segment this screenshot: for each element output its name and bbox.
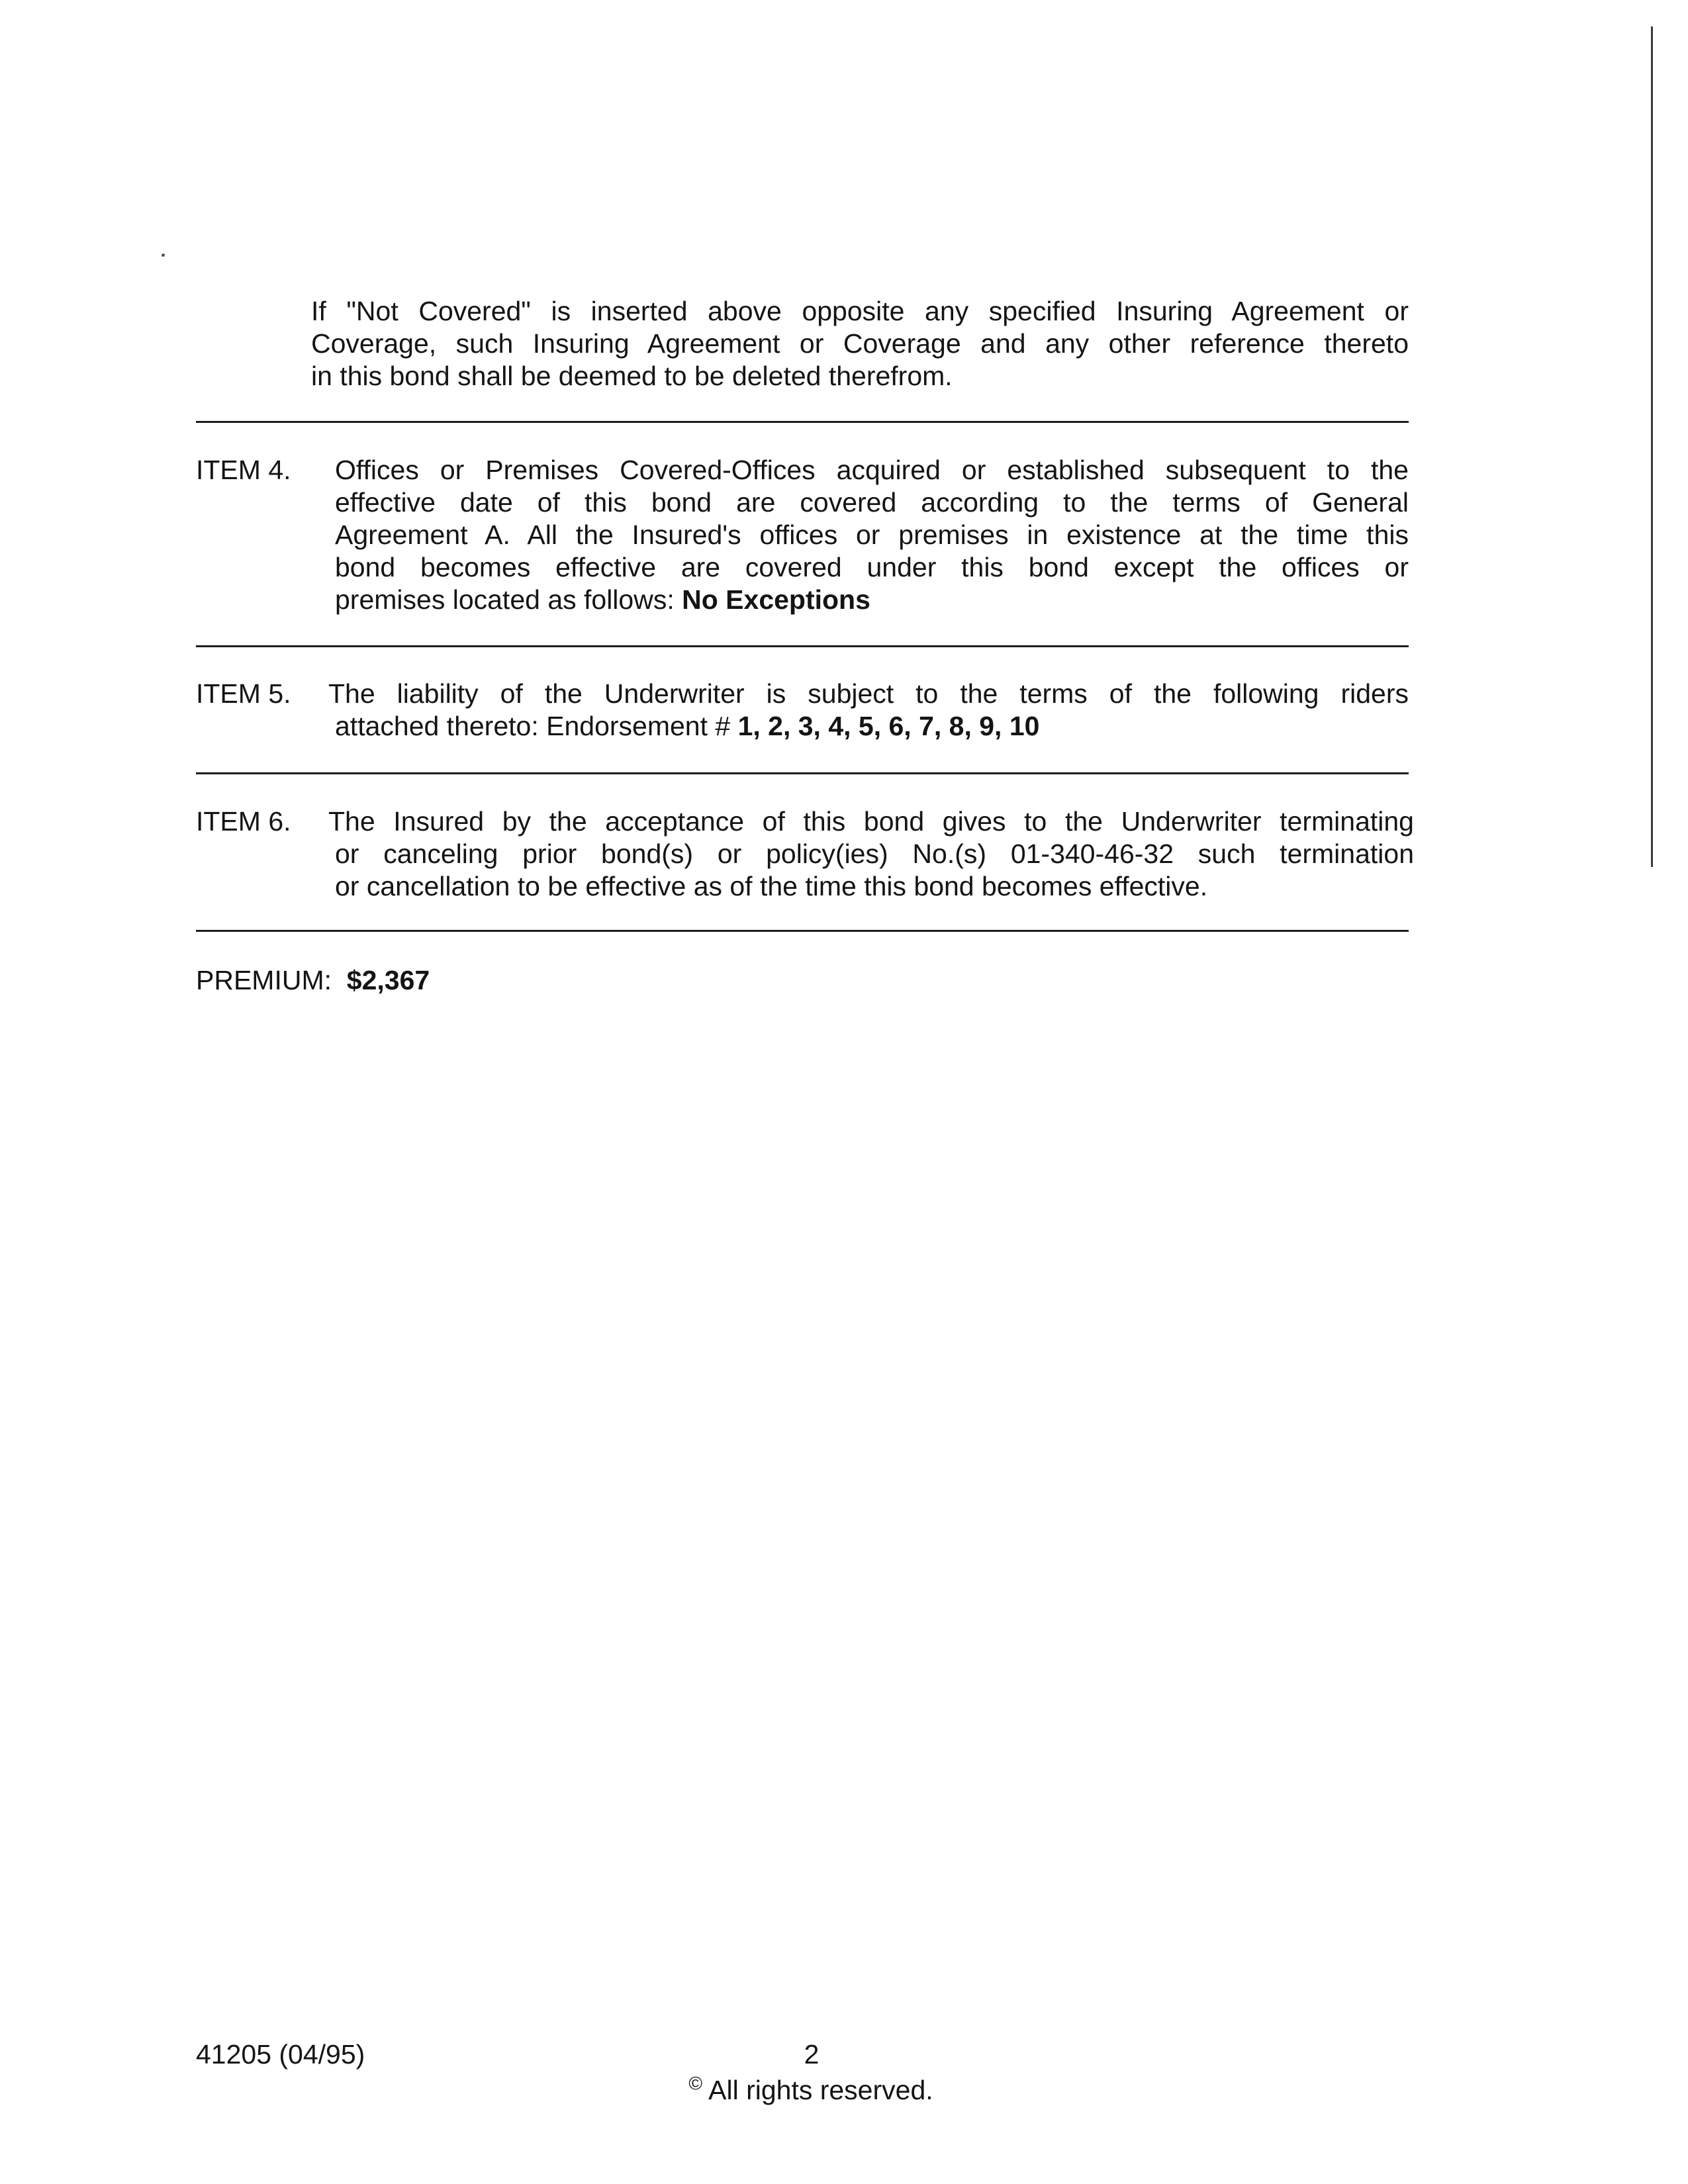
item-4-exceptions: No Exceptions: [682, 584, 870, 615]
intro-line: Coverage, such Insuring Agreement or Coverage and any other reference thereto: [311, 328, 1409, 359]
item-6-line: The Insured by the acceptance of this bond gives to the Underwriter terminating: [328, 806, 1414, 837]
form-number: 41205 (04/95): [196, 2039, 365, 2070]
item-4-line: bond becomes effective are covered under this bond except the offices or: [335, 552, 1409, 582]
item-4-label: ITEM 4.: [196, 455, 291, 485]
section-divider: [196, 421, 1409, 423]
rights-text: All rights reserved.: [708, 2075, 933, 2105]
scan-edge-line: [1651, 26, 1653, 867]
section-divider: [196, 930, 1409, 932]
page-number: 2: [804, 2039, 820, 2070]
premium-label: PREMIUM:: [196, 965, 332, 995]
item-6-text: [328, 805, 1414, 903]
section-divider: [196, 772, 1409, 774]
premium-amount: $2,367: [346, 965, 430, 995]
copyright-icon: ©: [688, 2073, 702, 2094]
scan-speck: [162, 253, 165, 257]
item-4-text: [335, 454, 1409, 616]
intro-line: If "Not Covered" is inserted above opposite any specified Insuring Agreement or: [311, 296, 1409, 326]
item-5-line: The liability of the Underwriter is subject to the terms of the following riders: [328, 678, 1409, 709]
item-4-line: Agreement A. All the Insured's offices or premises in existence at the time this: [335, 520, 1409, 550]
item-5-label: ITEM 5.: [196, 678, 291, 709]
item-4-line: Offices or Premises Covered-Offices acquired or established subsequent to the: [335, 455, 1409, 485]
item-5-last-prefix: attached thereto: Endorsement #: [335, 711, 738, 741]
item-4-line: effective date of this bond are covered according to the terms of General: [335, 487, 1409, 518]
intro-paragraph: [311, 295, 1409, 392]
intro-line: in this bond shall be deemed to be deleted therefrom.: [311, 361, 953, 391]
item-4-last-prefix: premises located as follows:: [335, 584, 682, 615]
section-divider: [196, 645, 1409, 647]
item-6-line: or cancellation to be effective as of the time this bond becomes effective.: [335, 871, 1208, 901]
item-6-label: ITEM 6.: [196, 806, 291, 837]
item-5-text: [328, 678, 1409, 743]
copyright-line: [0, 2074, 1622, 2107]
item-5-endorsements: 1, 2, 3, 4, 5, 6, 7, 8, 9, 10: [737, 711, 1040, 741]
premium-line: [196, 964, 430, 997]
item-4-last-line: [335, 584, 1409, 616]
item-6-line: or canceling prior bond(s) or policy(ies) No.(s) 01-340-46-32 such termination: [335, 839, 1414, 869]
item-5-last-line: [328, 710, 1409, 743]
